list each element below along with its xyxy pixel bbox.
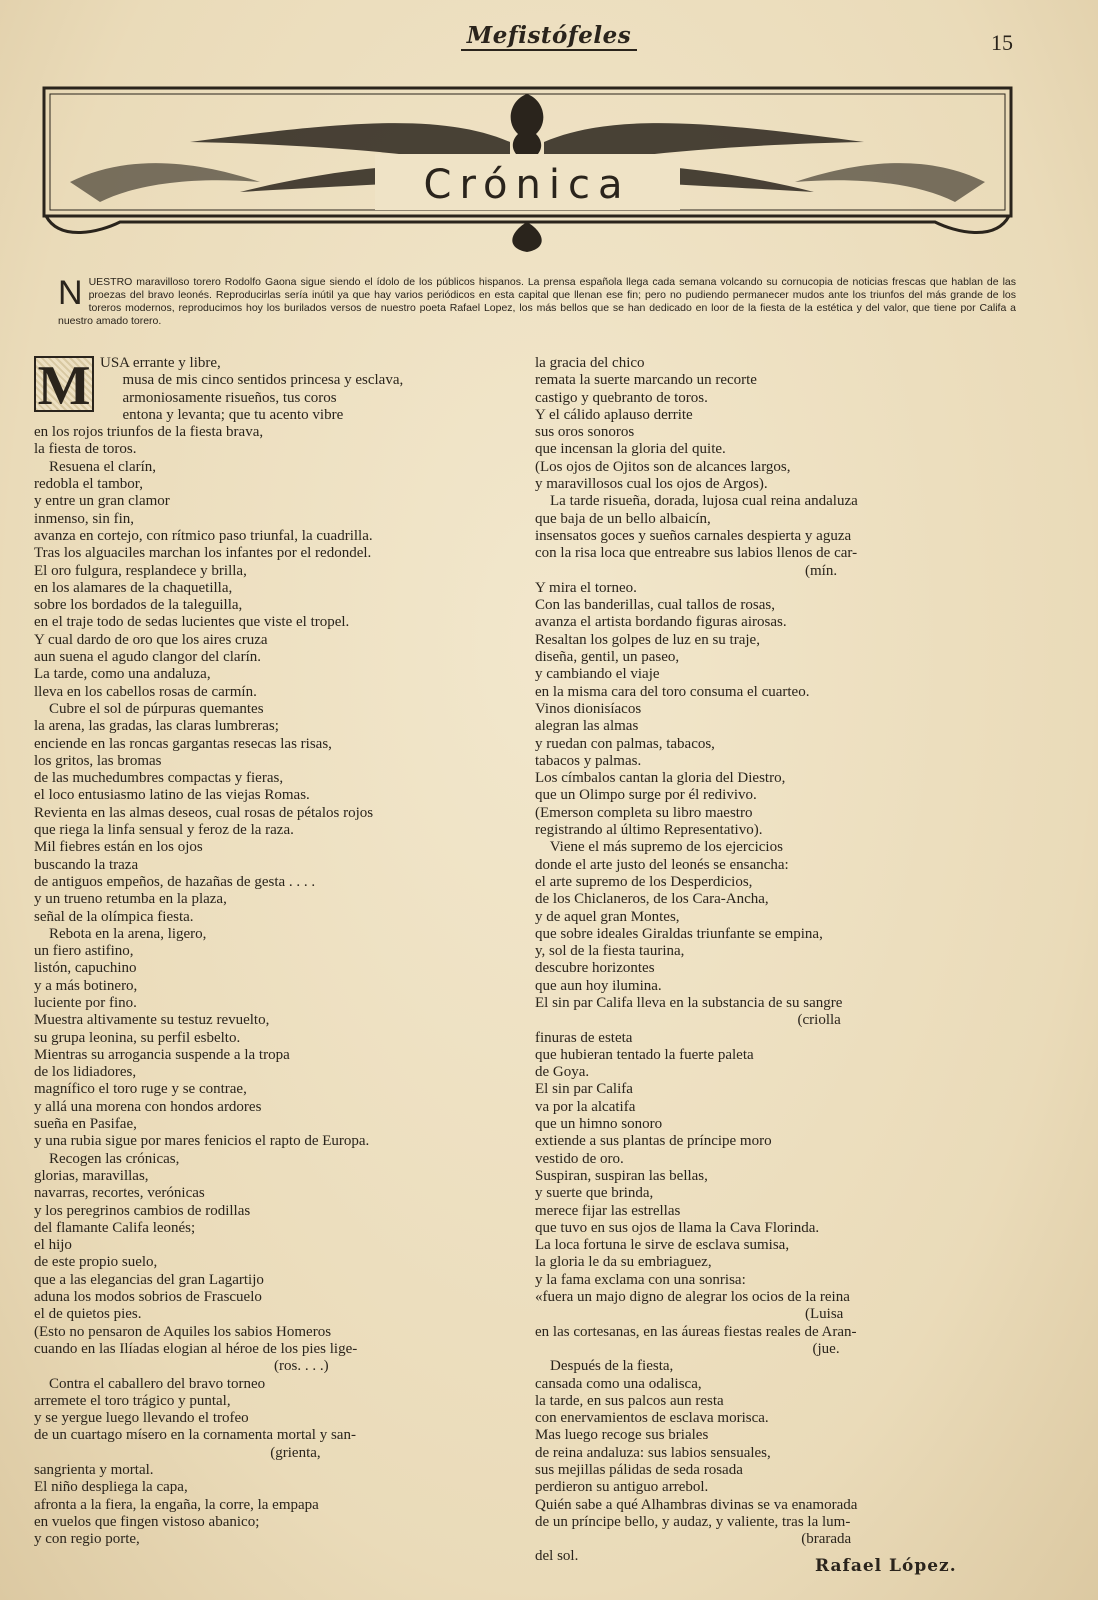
poem-dropcap: M <box>34 356 94 412</box>
poem-left-column <box>34 355 524 1548</box>
author-signature: Rafael López. <box>815 1556 957 1576</box>
masthead-title: Mefistófeles <box>461 22 637 51</box>
banner-title: Crónica <box>423 162 631 208</box>
cronica-banner <box>40 82 1015 254</box>
fan-ornament-icon <box>512 222 541 252</box>
page-number: 15 <box>991 30 1013 55</box>
masthead <box>0 22 1098 49</box>
poem-left-text: en los rojos triunfos de la fiesta brava, la fiesta de toros. Resuena el clarín, redobla el tambor, y entre un gran clamor inmenso, sin fin, avanza en cortejo, con rítmico paso triunfal, la cuadrilla. Tras los alguaciles marchan los infantes por el redondel. El oro fulgura, resplandece y brilla, en los alamares de la chaquetilla, sobre los bordados de la taleguilla, en el traje todo de sedas lucientes que viste el tropel. Y cual dardo de oro que los aires cruza aun suena el agudo clangor del clarín. La tarde, como una andaluza, lleva en los cabellos rosas de carmín. Cubre el sol de púrpuras quemantes la arena, las gradas, las claras lumbreras; enciende en las roncas gargantas resecas las risas, los gritos, las bromas de las muchedumbres compactas y fieras, el loco entusiasmo latino de las viejas Romas. Revienta en las almas deseos, cual rosas de pétalos rojos que riega la linfa sensual y feroz de la raza. Mil fiebres están en los ojos buscando la traza de antiguos empeños, de hazañas de gesta . . . . y un trueno retumba en la plaza, señal de la olímpica fiesta. Rebota en la arena, ligero, un fiero astifino, listón, capuchino y a más botinero, luciente por fino. Muestra altivamente su testuz revuelto, su grupa leonina, su perfil esbelto. Mientras su arrogancia suspende a la tropa de los lidiadores, magnífico el toro ruge y se contrae, y allá una morena con hondos ardores sueña en Pasifae, y una rubia sigue por mares fenicios el rapto de Europa. Recogen las crónicas, glorias, maravillas, navarras, recortes, verónicas y los peregrinos cambios de rodillas del flamante Califa leonés; el hijo de este propio suelo, que a las elegancias del gran Lagartijo aduna los modos sobrios de Frascuelo el de quietos pies. (Esto no pensaron de Aquiles los sabios Homeros cuando en las Ilíadas elogian al héroe de los pies lige- (ros. . . .) Contra el caballero del bravo torneo arremete el toro trágico y puntal, y se yergue luego llevando el trofeo de un cuartago mísero en la cornamenta mortal y san- (grienta, sangrienta y mortal. El niño despliega la capa, afronta a la fiera, la engaña, la corre, la empapa en vuelos que fingen vistoso abanico; y con regio porte, <box>34 424 374 1548</box>
poem-left-opening: USA errante y libre, musa de mis cinco sentidos princesa y esclava, armoniosamente risueños, tus coros entona y levanta; que tu acento vibre <box>100 355 404 423</box>
poem-right-text: la gracia del chico remata la suerte marcando un recorte castigo y quebranto de toros. Y el cálido aplauso derrite sus oros sonoros que incensan la gloria del quite. (Los ojos de Ojitos son de alcances largos, y maravillosos cual los ojos de Argos). La tarde risueña, dorada, lujosa cual reina andaluza que baja de un bello albaicín, insensatos goces y sueños carnales despierta y aguza con la risa loca que entreabre sus labios llenos de car- (mín. Y mira el torneo. Con las banderillas, cual tallos de rosas, avanza el artista bordando figuras airosas. Resaltan los golpes de luz en su traje, diseña, gentil, un paseo, y cambiando el viaje en la misma cara del toro consuma el cuarteo. Vinos dionisíacos alegran las almas y ruedan con palmas, tabacos, tabacos y palmas. Los címbalos cantan la gloria del Diestro, que un Olimpo surge por él redivivo. (Emerson completa su libro maestro registrando al último Representativo). Viene el más supremo de los ejercicios donde el arte justo del leonés se ensancha: el arte supremo de los Desperdicios, de los Chiclaneros, de los Cara-Ancha, y de aquel gran Montes, que sobre ideales Giraldas triunfante se empina, y, sol de la fiesta taurina, descubre horizontes que aun hoy ilumina. El sin par Califa lleva en la substancia de su sangre (criolla finuras de esteta que hubieran tentado la fuerte paleta de Goya. El sin par Califa va por la alcatifa que un himno sonoro extiende a sus plantas de príncipe moro vestido de oro. Suspiran, suspiran las bellas, y suerte que brinda, merece fijar las estrellas que tuvo en sus ojos de llama la Cava Florinda. La loca fortuna le sirve de esclava sumisa, la gloria le da su embriaguez, y la fama exclama con una sonrisa: «fuera un majo digno de alegrar los ocios de la reina (Luisa en las cortesanas, en las áureas fiestas reales de Aran- (jue. Después de la fiesta, cansada como una odalisca, la tarde, en sus palcos aun resta con enervamientos de esclava morisca. Mas luego recoge sus briales de reina andaluza: sus labios sensuales, sus mejillas pálidas de seda rosada perdieron su antiguo arrebol. Quién sabe a qué Alhambras divinas se va enamorada de un príncipe bello, y audaz, y valiente, tras la lum- (brarada del sol. <box>535 355 858 1565</box>
intro-text: UESTRO maravilloso torero Rodolfo Gaona sigue siendo el ídolo de los públicos hispanos. La prensa española llega cada semana volcando su cornucopia de noticias frescas que hablan de las proezas del bravo leonés. Reproducirlas sería inútil ya que hay varios periódicos en esta capital que llenan ese fin; pero no pudiendo permanecer mudos ante los triunfos del más grande de los toreros modernos, reproducimos hoy los burilados versos de nuestro poeta Rafael Lopez, los más bellos que se han dedicado en loor de la fiesta de la estética y del valor, que tiene por Califa a nuestro amado torero. <box>58 276 1016 327</box>
poem-right-column <box>535 355 1025 1566</box>
intro-dropcap: N <box>58 274 83 312</box>
intro-paragraph <box>58 276 1016 328</box>
